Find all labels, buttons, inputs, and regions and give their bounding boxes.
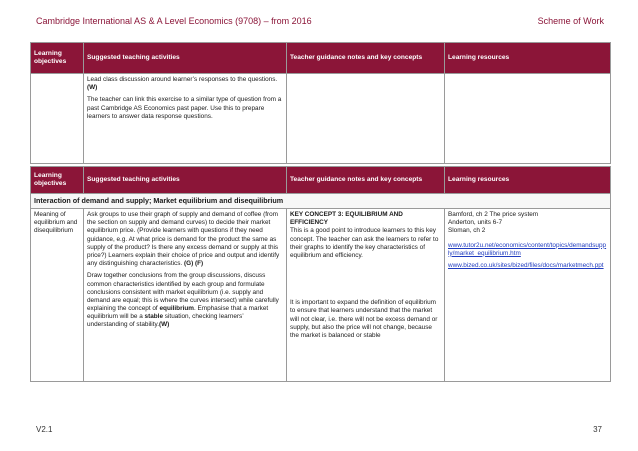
- activities-text: Ask groups to use their graph of supply and demand of coffee (from the section on supply and demand curves) to decide their market equilibrium price. (Provide learners with questions if they need guidance, e.g. At what price is demand for the product the same as supply of the product? Is there any excess demand or supply at this price?) Learners explain their choice of price and output and identify any distinguishing characteristics.: [87, 211, 280, 268]
- cell-activities: [84, 209, 287, 382]
- key-concept-heading: KEY CONCEPT 3: EQUILIBRIUM AND EFFICIENCY: [290, 211, 403, 227]
- table-header-row: [31, 167, 611, 194]
- footer-version: V2.1: [36, 425, 53, 434]
- resource-link-wrap: [448, 242, 607, 258]
- activities-text: situation, checking learners’ understanding of stability.: [87, 313, 244, 329]
- col-header-guidance: Teacher guidance notes and key concepts: [287, 43, 445, 74]
- scheme-table-equilibrium: [30, 166, 611, 382]
- table-row: [31, 209, 611, 382]
- guidance-paragraph: This is a good point to introduce learners to this key concept. The teacher can ask the learners to refer to their graphs to identify the key characteristics of equilibrium and efficiency.: [290, 227, 439, 259]
- key-term: equilibrium: [159, 305, 194, 313]
- resource-link[interactable]: www.tutor2u.net/economics/content/topics/demandsupply/market_equilibrium.htm: [448, 241, 607, 257]
- cell-objectives: [31, 74, 84, 164]
- resource-item: Bamford, ch 2 The price system: [448, 211, 539, 218]
- cell-resources: [445, 209, 611, 382]
- activities-text: . Emphasise that a market equilibrium will be a: [87, 305, 269, 321]
- col-header-activities: Suggested teaching activities: [84, 167, 287, 194]
- footer-page-number: 37: [593, 425, 602, 434]
- objective-text: Meaning of equilibrium and disequilibrium: [34, 211, 78, 235]
- col-header-objectives: Learning objectives: [31, 167, 84, 194]
- col-header-resources: Learning resources: [445, 43, 611, 74]
- col-header-objectives: Learning objectives: [31, 43, 84, 74]
- guidance-paragraph: It is important to expand the definition of equilibrium to ensure that learners understand that the market will not clear, i.e. there will not be excess demand or supply, but also the price will not change, because the market is balanced or stable: [290, 299, 438, 339]
- activity-tag: (G) (F): [183, 260, 204, 268]
- document-header-section: Scheme of Work: [537, 16, 604, 26]
- cell-activities: [84, 74, 287, 164]
- resource-item: Anderton, units 6-7: [448, 219, 502, 227]
- activities-text: Lead class discussion around learner’s responses to the questions.: [87, 76, 278, 83]
- activities-paragraph: [87, 76, 283, 92]
- table-header-row: [31, 43, 611, 74]
- scheme-table-continued: [30, 42, 611, 164]
- activity-tag: (W): [159, 321, 170, 329]
- section-title-row: [31, 194, 611, 209]
- key-term: stable: [144, 313, 164, 321]
- activities-text: Draw together conclusions from the group discussions, discuss common characteristics identified by each group and formulate conclusions consistent with market equilibrium (i.e. supply and demand are equal; this is where the curves intersect) while carefully explaining the concept of: [87, 272, 279, 313]
- cell-guidance: [287, 209, 445, 382]
- cell-objectives: [31, 209, 84, 382]
- activities-paragraph: The teacher can link this exercise to a similar type of question from a past Cambridge AS Economics past paper. Use this to prepare learners to answer data response questions.: [87, 96, 282, 120]
- table-row: [31, 74, 611, 164]
- resource-link-wrap: [448, 262, 607, 270]
- spacer: [290, 264, 441, 299]
- col-header-activities: Suggested teaching activities: [84, 43, 287, 74]
- cell-guidance: [287, 74, 445, 164]
- col-header-resources: Learning resources: [445, 167, 611, 194]
- document-header-title: Cambridge International AS & A Level Economics (9708) – from 2016: [36, 16, 312, 26]
- resource-link[interactable]: www.bized.co.uk/sites/bized/files/docs/marketmech.ppt: [448, 261, 604, 269]
- cell-resources: [445, 74, 611, 164]
- col-header-guidance: Teacher guidance notes and key concepts: [287, 167, 445, 194]
- activities-paragraph: [87, 211, 283, 268]
- activities-paragraph: [87, 272, 283, 329]
- activity-tag: (W): [87, 84, 98, 92]
- section-title: Interaction of demand and supply; Market equilibrium and disequilibrium: [31, 194, 611, 209]
- resource-item: Sloman, ch 2: [448, 227, 486, 235]
